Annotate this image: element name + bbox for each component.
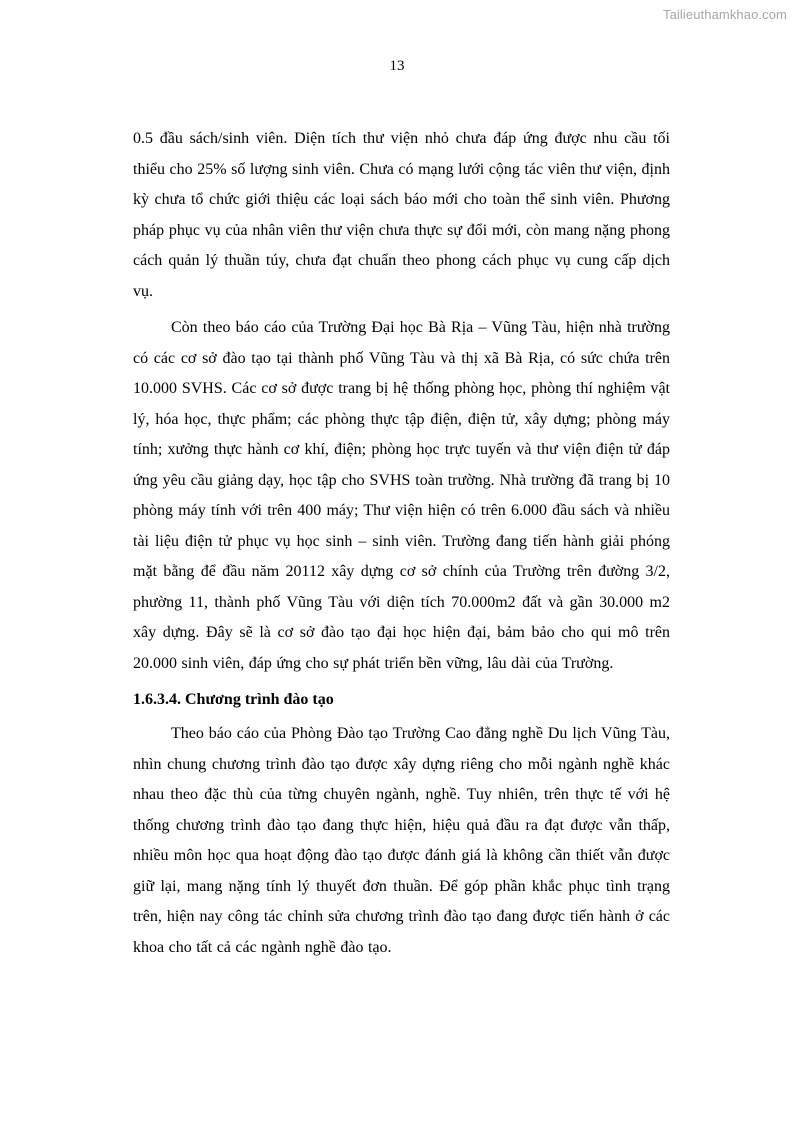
document-body — [133, 124, 670, 963]
paragraph-training-program: Theo báo cáo của Phòng Đào tạo Trường Cao đẳng nghề Du lịch Vũng Tàu, nhìn chung chương trình đào tạo được xây dựng riêng cho mỗi ngành nghề khác nhau theo đặc thù của từng chuyên ngành, nghề. Tuy nhiên, trên thực tế với hệ thống chương trình đào tạo đang thực hiện, hiệu quả đầu ra đạt được vẫn thấp, nhiều môn học qua hoạt động đào tạo được đánh giá là không cần thiết vẫn được giữ lại, mang nặng tính lý thuyết đơn thuần. Để góp phần khắc phục tình trạng trên, hiện nay công tác chỉnh sửa chương trình đào tạo đang được tiến hành ở các khoa cho tất cả các ngành nghề đào tạo. — [133, 725, 670, 956]
watermark: Tailieuthamkhao.com — [662, 7, 787, 22]
paragraph-library-continuation: 0.5 đầu sách/sinh viên. Diện tích thư viện nhỏ chưa đáp ứng được nhu cầu tối thiểu cho 25% số lượng sinh viên. Chưa có mạng lưới cộng tác viên thư viện, định kỳ chưa tổ chức giới thiệu các loại sách báo mới cho toàn thể sinh viên. Phương pháp phục vụ của nhân viên thư viện chưa thực sự đổi mới, còn mang nặng phong cách quản lý thuần túy, chưa đạt chuẩn theo phong cách phục vụ cung cấp dịch vụ. — [133, 130, 670, 300]
section-heading: 1.6.3.4. Chương trình đào tạo — [133, 691, 334, 708]
page-number: 13 — [389, 58, 405, 74]
paragraph-ba-ria-university: Còn theo báo cáo của Trường Đại học Bà Rịa – Vũng Tàu, hiện nhà trường có các cơ sở đào tạo tại thành phố Vũng Tàu và thị xã Bà Rịa, có sức chứa trên 10.000 SVHS. Các cơ sở được trang bị hệ thống phòng học, phòng thí nghiệm vật lý, hóa học, thực phẩm; các phòng thực tập điện, điện tử, xây dựng; phòng máy tính; xưởng thực hành cơ khí, điện; phòng học trực tuyến và thư viện điện tử đáp ứng yêu cầu giảng dạy, học tập cho SVHS toàn trường. Nhà trường đã trang bị 10 phòng máy tính với trên 400 máy; Thư viện hiện có trên 6.000 đầu sách và nhiều tài liệu điện tử phục vụ học sinh – sinh viên. Trường đang tiến hành giải phóng mặt bằng để đầu năm 20112 xây dựng cơ sở chính của Trường trên đường 3/2, phường 11, thành phố Vũng Tàu với diện tích 70.000m2 đất và gần 30.000 m2 xây dựng. Đây sẽ là cơ sở đào tạo đại học hiện đại, bảm bảo cho qui mô trên 20.000 sinh viên, đáp ứng cho sự phát triển bền vững, lâu dài của Trường. — [133, 319, 670, 672]
